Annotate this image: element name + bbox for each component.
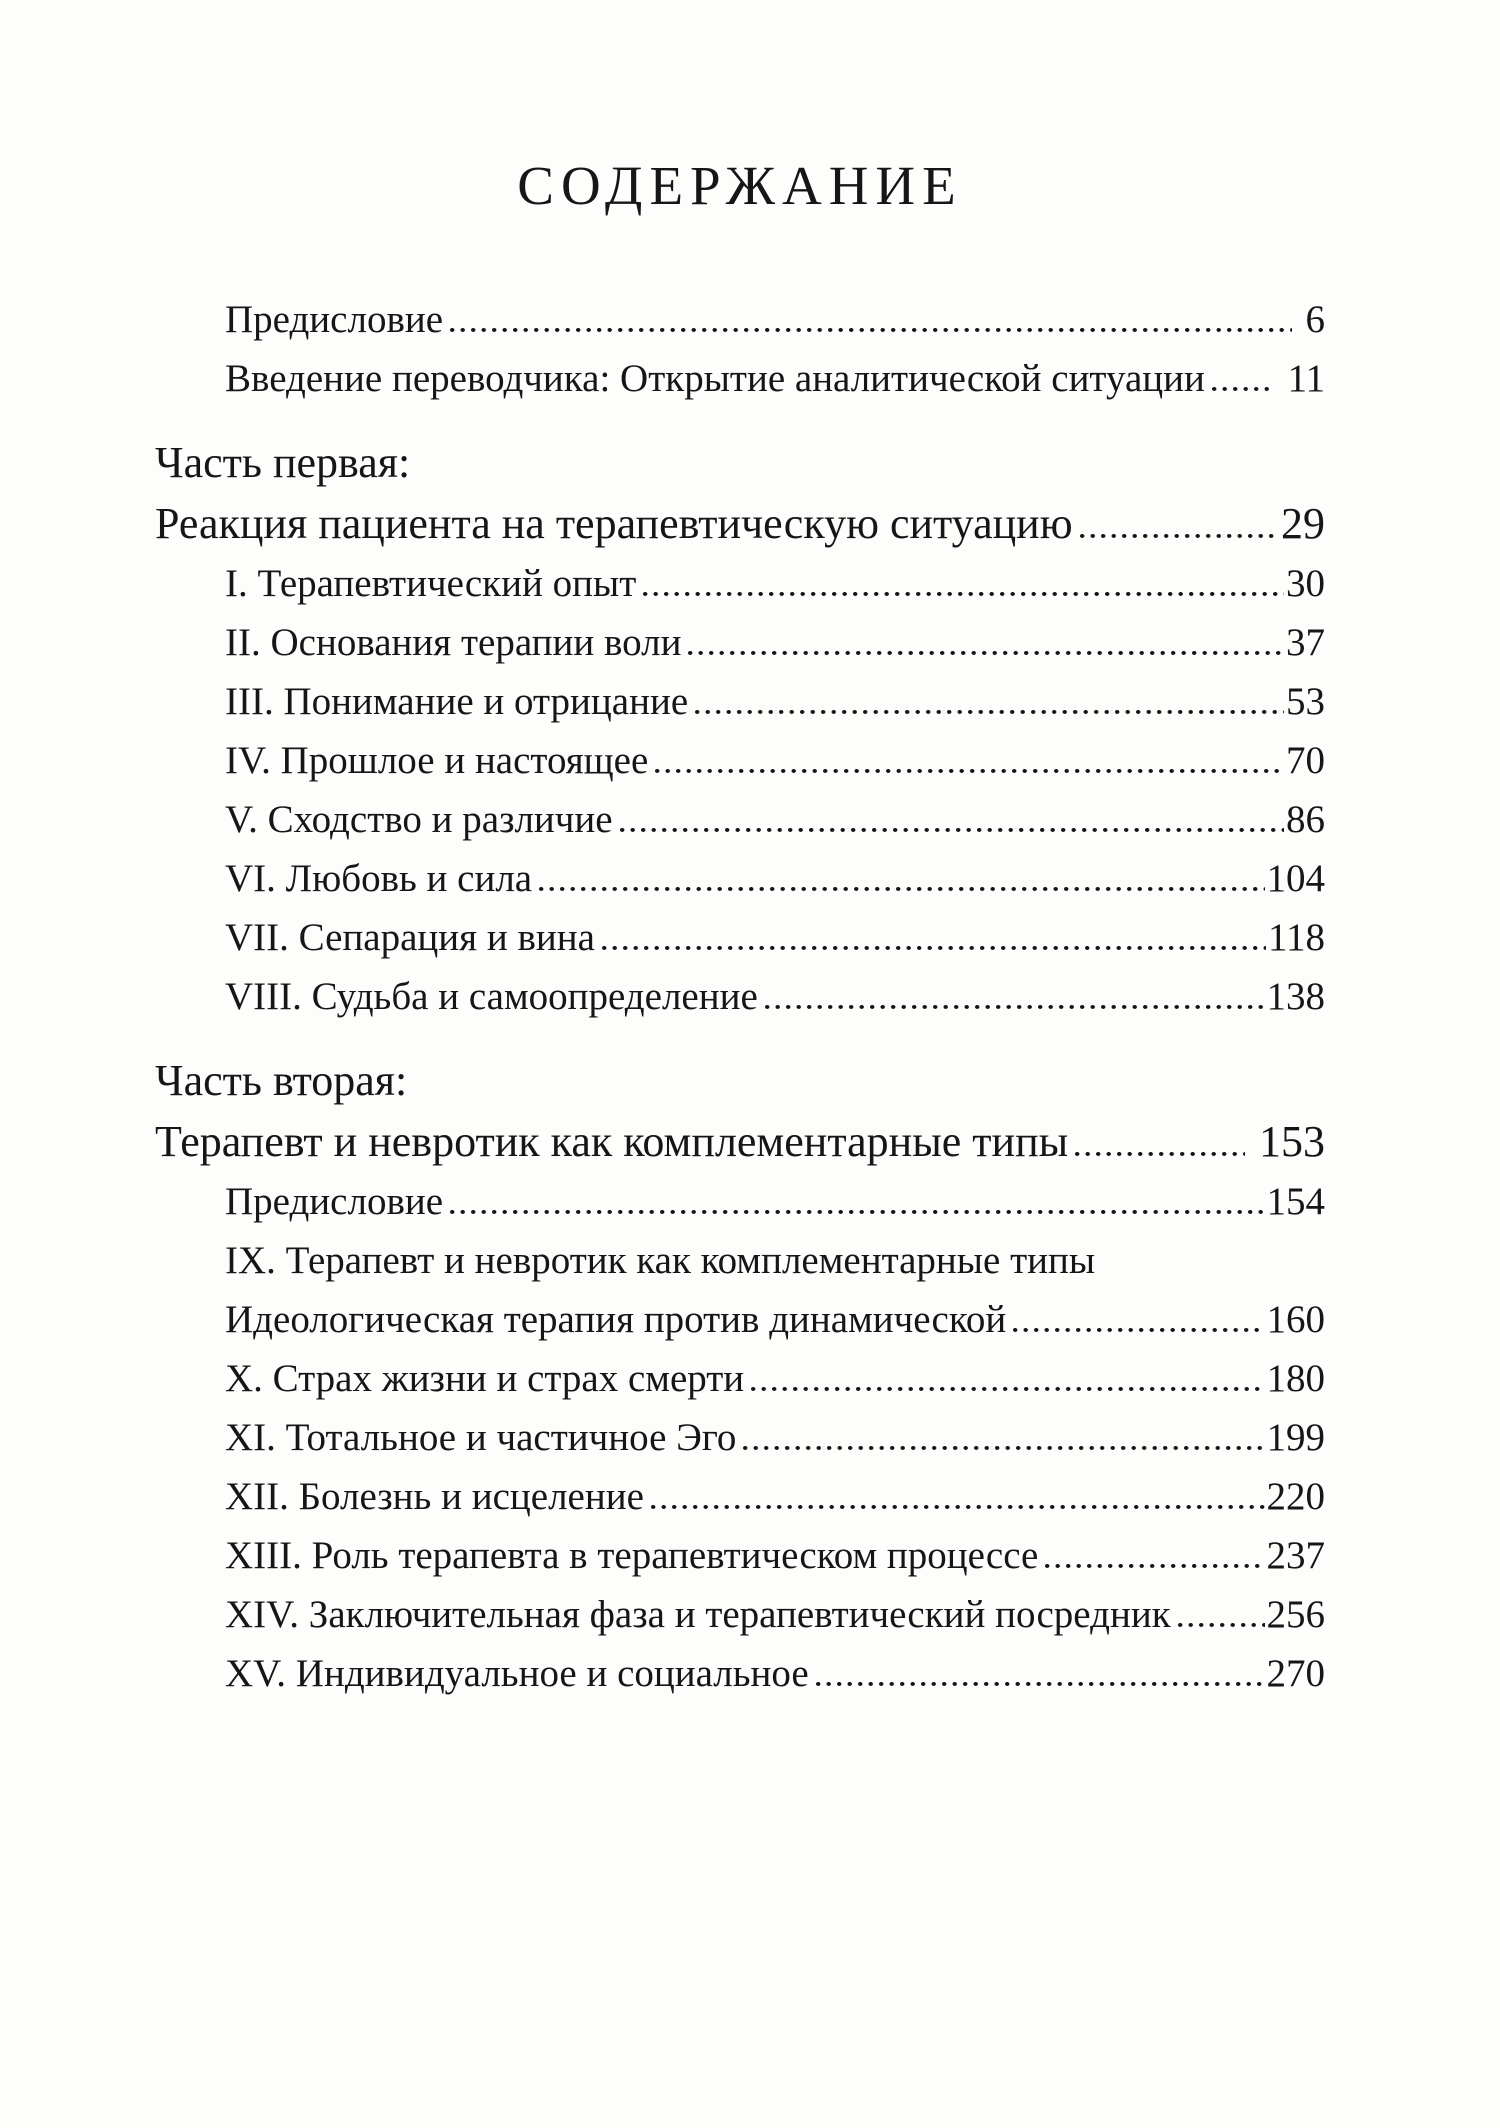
toc-entry-label: IX. Терапевт и невротик как комплементарные типы <box>225 1239 1096 1282</box>
toc-entry <box>155 1231 1325 1290</box>
toc-entry <box>155 432 1325 493</box>
toc-entry-page: 220 <box>1266 1475 1325 1518</box>
toc-entry-label: Реакция пациента на терапевтическую ситуацию <box>155 499 1073 548</box>
toc-entry <box>155 908 1325 967</box>
dot-leader <box>620 828 1284 833</box>
toc-entry-label: I. Терапевтический опыт <box>225 562 637 605</box>
toc-entry-page: 37 <box>1286 621 1325 664</box>
dot-leader <box>643 592 1284 597</box>
toc-entry-page: 53 <box>1286 680 1325 723</box>
toc-entry-label: XI. Тотальное и частичное Эго <box>225 1416 737 1459</box>
toc-entry-label: V. Сходство и различие <box>225 798 613 841</box>
toc-entry-label: Часть вторая: <box>155 1056 408 1105</box>
toc-entry <box>155 613 1325 672</box>
dot-leader <box>751 1387 1264 1392</box>
dot-leader <box>1212 387 1274 392</box>
toc-entry-page: 11 <box>1287 357 1325 400</box>
toc-list <box>155 290 1325 1703</box>
toc-entry-label: XV. Индивидуальное и социальное <box>225 1652 809 1695</box>
dot-leader <box>450 328 1291 333</box>
toc-entry-label: VII. Сепарация и вина <box>225 916 595 959</box>
toc-entry <box>155 1408 1325 1467</box>
toc-entry <box>155 290 1325 349</box>
toc-entry-page: 154 <box>1266 1180 1325 1223</box>
toc-entry-page: 180 <box>1266 1357 1325 1400</box>
toc-entry <box>155 731 1325 790</box>
toc-entry-page: 199 <box>1266 1416 1325 1459</box>
toc-entry <box>155 554 1325 613</box>
toc-entry-label: X. Страх жизни и страх смерти <box>225 1357 745 1400</box>
dot-leader <box>1080 534 1279 539</box>
dot-leader <box>1045 1564 1264 1569</box>
toc-entry <box>155 493 1325 554</box>
toc-entry <box>155 967 1325 1026</box>
toc-entry <box>155 1050 1325 1111</box>
toc-entry <box>155 849 1325 908</box>
toc-entry-label: Предисловие <box>225 1180 444 1223</box>
toc-entry-label: XII. Болезнь и исцеление <box>225 1475 644 1518</box>
toc-entry-label: XIV. Заключительная фаза и терапевтический посредник <box>225 1593 1171 1636</box>
toc-entry <box>155 790 1325 849</box>
dot-leader <box>816 1682 1265 1687</box>
toc-entry <box>155 1644 1325 1703</box>
page-title: СОДЕРЖАНИЕ <box>517 155 963 216</box>
toc-entry <box>155 1111 1325 1172</box>
toc-entry-page: 270 <box>1266 1652 1325 1695</box>
toc-entry-label: II. Основания терапии воли <box>225 621 682 664</box>
toc-entry-label: VI. Любовь и сила <box>225 857 533 900</box>
toc-entry-page: 153 <box>1259 1117 1325 1166</box>
dot-leader <box>1178 1623 1265 1628</box>
toc-entry-label: Терапевт и невротик как комплементарные типы <box>155 1117 1069 1166</box>
dot-leader <box>688 651 1284 656</box>
toc-entry <box>155 349 1325 408</box>
dot-leader <box>743 1446 1264 1451</box>
dot-leader <box>539 887 1264 892</box>
toc-entry-label: IV. Прошлое и настоящее <box>225 739 649 782</box>
toc-entry-page: 30 <box>1286 562 1325 605</box>
dot-leader <box>602 946 1266 951</box>
toc-entry <box>155 1172 1325 1231</box>
dot-leader <box>450 1210 1264 1215</box>
toc-entry-label: Часть первая: <box>155 438 411 487</box>
toc-entry <box>155 1467 1325 1526</box>
toc-entry-page: 138 <box>1266 975 1325 1018</box>
toc-entry-label: Идеологическая терапия против динамической <box>225 1298 1007 1341</box>
toc-entry-label: Предисловие <box>225 298 444 341</box>
toc-entry-page: 160 <box>1266 1298 1325 1341</box>
dot-leader <box>651 1505 1265 1510</box>
toc-entry-page: 86 <box>1286 798 1325 841</box>
toc-entry-page: 70 <box>1286 739 1325 782</box>
toc-entry-page: 256 <box>1266 1593 1325 1636</box>
toc-entry <box>155 672 1325 731</box>
toc-entry-page: 6 <box>1305 298 1325 341</box>
toc-entry-label: VIII. Судьба и самоопределение <box>225 975 758 1018</box>
toc-entry <box>155 1585 1325 1644</box>
dot-leader <box>655 769 1284 774</box>
toc-entry <box>155 1290 1325 1349</box>
toc-entry-label: XIII. Роль терапевта в терапевтическом процессе <box>225 1534 1039 1577</box>
toc-entry-page: 118 <box>1267 916 1325 959</box>
toc-entry-page: 29 <box>1281 499 1325 548</box>
dot-leader <box>765 1005 1265 1010</box>
toc-entry-page: 237 <box>1266 1534 1325 1577</box>
dot-leader <box>1013 1328 1264 1333</box>
dot-leader <box>1075 1152 1245 1157</box>
toc-entry <box>155 1526 1325 1585</box>
toc-entry-label: Введение переводчика: Открытие аналитической ситуации <box>225 357 1205 400</box>
toc-entry-page: 104 <box>1266 857 1325 900</box>
dot-leader <box>695 710 1284 715</box>
toc-entry <box>155 1349 1325 1408</box>
toc-entry-label: III. Понимание и отрицание <box>225 680 689 723</box>
